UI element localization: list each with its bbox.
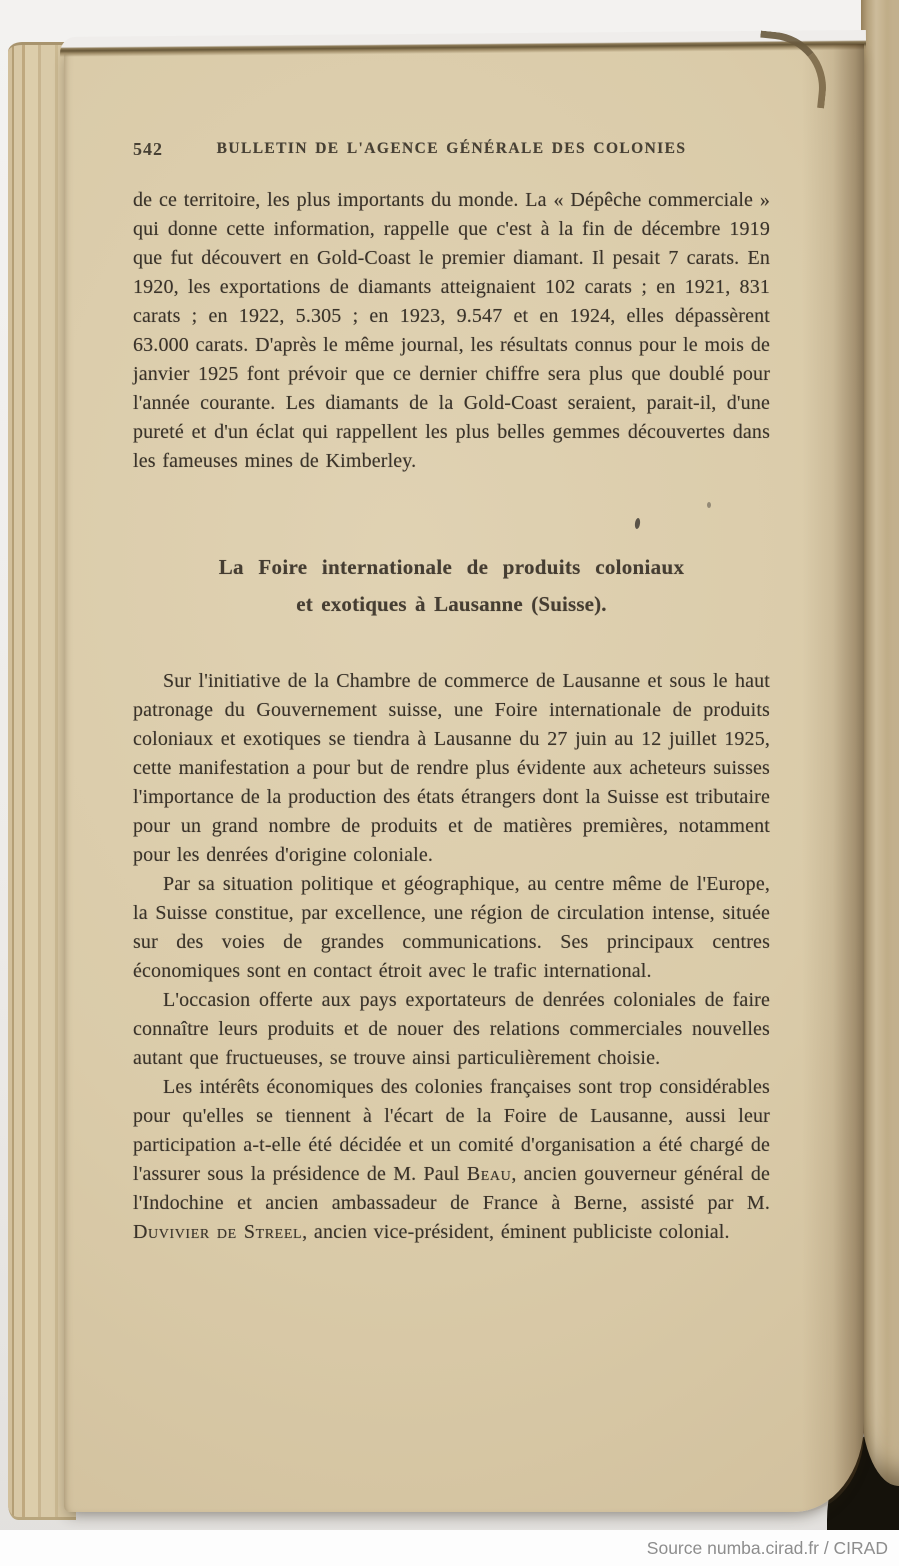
paragraph-continuation: de ce territoire, les plus importants du monde. La « Dépêche commerciale » qui donne cette information, rappelle que c'est à la fin de décembre 1919 que fut découvert en Gold-Coast le premier diamant. Il pesait 7 carats. En 1920, les exportations de diamants atteignaient 102 carats ; en 1921, 831 carats ; en 1922, 5.305 ; en 1923, 9.547 et en 1924, elles dépassèrent 63.000 carats. D'après le même journal, les résultats connus pour le mois de janvier 1925 font prévoir que ce dernier chiffre sera plus que doublé pour l'année courante. Les diamants de la Gold-Coast seraient, parait-il, d'une pureté et d'un éclat qui rappellent les plus belles gemmes découvertes dans les fameuses mines de Kimberley. [133, 189, 770, 472]
running-title: BULLETIN DE L'AGENCE GÉNÉRALE DES COLONIES [216, 140, 687, 157]
gutter-shadow [802, 44, 864, 1512]
watermark-source-text: Source numba.cirad.fr / CIRAD [646, 1537, 888, 1558]
paragraph: Par sa situation politique et géographique, au centre même de l'Europe, la Suisse constitue, par excellence, une région de circulation intense, située sur des voies de grandes communications. Ses principaux centres économiques sont en contact étroit avec le trafic international. [133, 873, 770, 982]
person-name: Beau [466, 1163, 512, 1185]
book-page [64, 44, 864, 1512]
adjacent-page-edge [861, 0, 899, 1486]
paragraph-text: , ancien vice-président, éminent publiciste colonial. [302, 1221, 730, 1243]
watermark-bar [0, 1530, 899, 1566]
article-title [133, 549, 770, 623]
page-block-top-edge [60, 30, 866, 57]
article-title-line2: et exotiques à Lausanne (Suisse). [296, 592, 607, 616]
paragraph: Sur l'initiative de la Chambre de commerce de Lausanne et sous le haut patronage du Gouvernement suisse, une Foire internationale de produits coloniaux et exotiques se tiendra à Lausanne du 27 juin au 12 juillet 1925, cette manifestation a pour but de rendre plus évidente aux acheteurs suisses l'importance de la production des états étrangers dont la Suisse est tributaire pour un grand nombre de produits et de matières premières, notamment pour les denrées d'origine coloniale. [133, 670, 770, 866]
page-number: 542 [133, 139, 163, 159]
article-title-line1: La Foire internationale de produits coloniaux [218, 555, 685, 579]
paragraph: L'occasion offerte aux pays exportateurs de denrées coloniales de faire connaître leurs produits et de nouer des relations commerciales nouvelles autant que fructueuses, se trouve ainsi particulièrement choisie. [133, 989, 770, 1069]
paragraph [133, 1073, 770, 1247]
text-column [133, 186, 770, 1247]
paragraph-text: Les intérêts économiques des colonies françaises sont trop considérables pour qu'elles se tiennent à l'écart de la Foire de Lausanne, aussi leur participation a-t-elle été décidée et un comité d'organisation a été chargé de l'assurer sous la présidence de M. Paul [133, 1076, 770, 1185]
paragraph-text: , ancien gouverneur général de l'Indochine et ancien ambassadeur de France à Berne, assisté par M. [133, 1163, 770, 1214]
ink-speck [707, 502, 711, 508]
person-name: Duvivier de Streel [133, 1221, 303, 1243]
running-head [133, 138, 770, 162]
